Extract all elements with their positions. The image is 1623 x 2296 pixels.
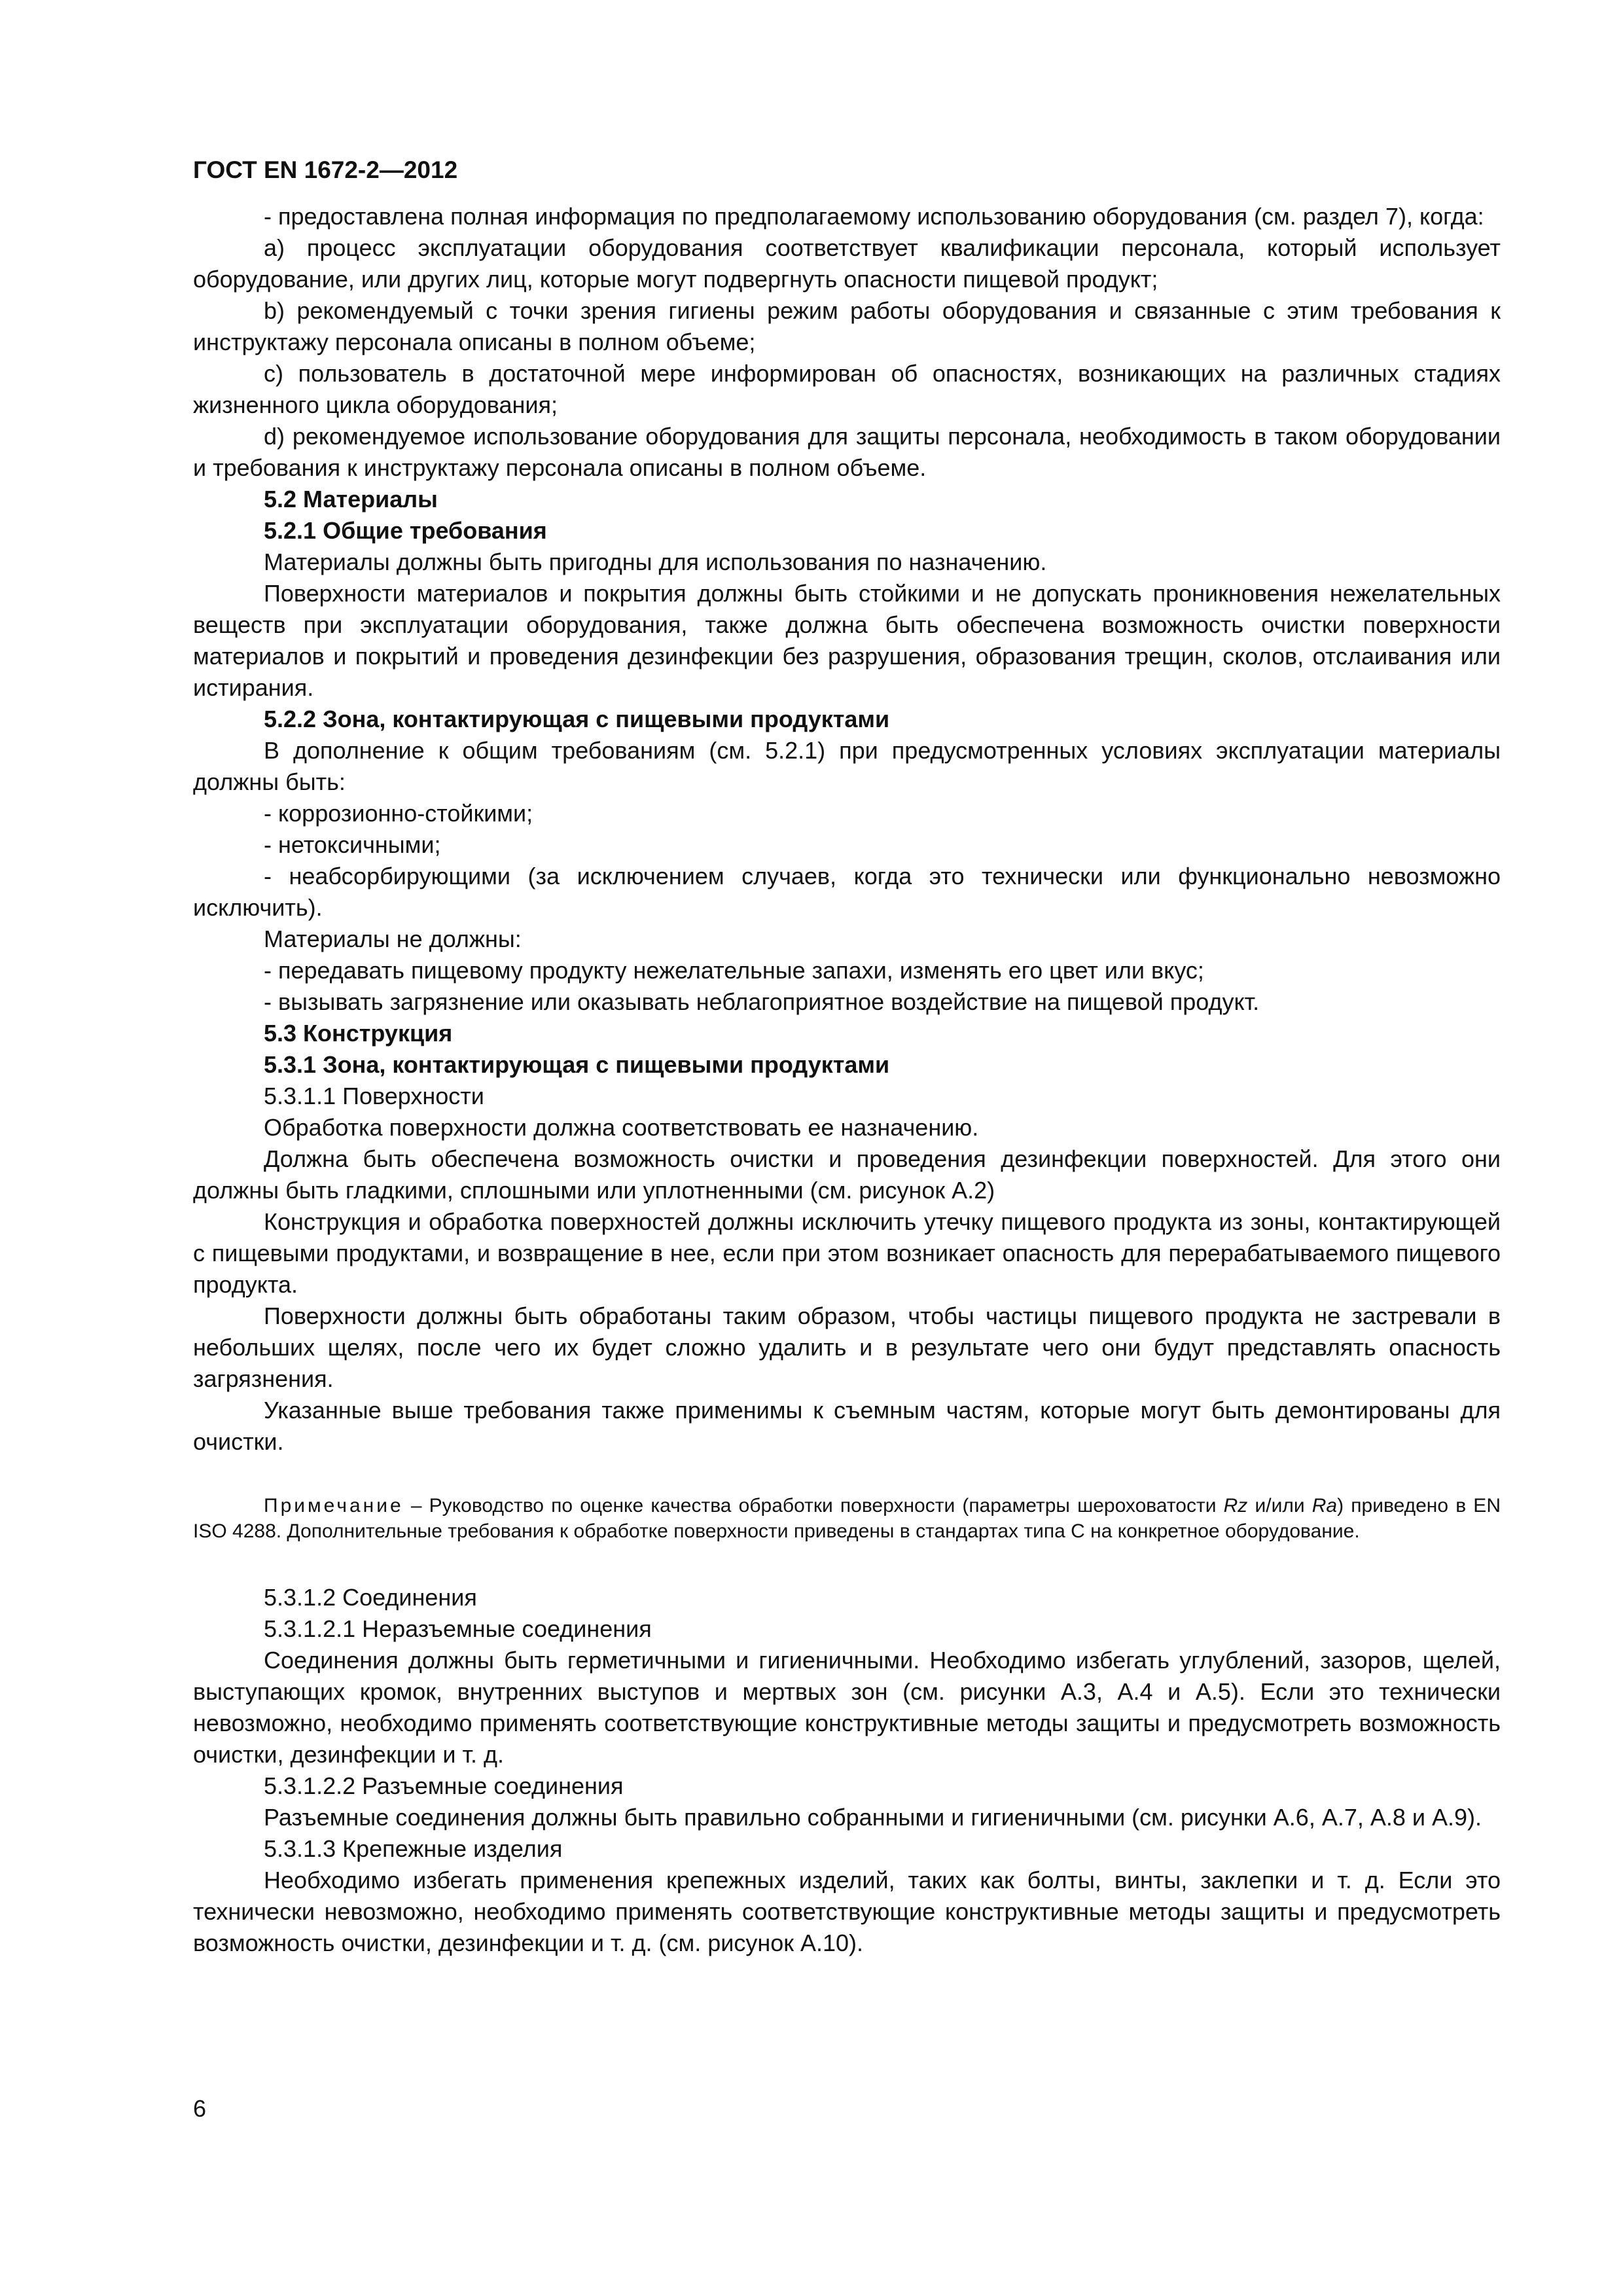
note-symbol-rz: Rz xyxy=(1223,1495,1248,1516)
list-item: - передавать пищевому продукту нежелательные запахи, изменять его цвет или вкус; xyxy=(264,957,1204,984)
section-heading-5-3-1: 5.3.1 Зона, контактирующая с пищевыми продуктами xyxy=(264,1051,890,1078)
subsection-heading: 5.3.1.3 Крепежные изделия xyxy=(264,1835,563,1862)
paragraph: Необходимо избегать применения крепежных изделий, таких как болты, винты, заклепки и т. д. Если это технически невозможно, необходимо применять соответствующие конструктивные методы защиты и предусмотреть возможность очистки, дезинфекции и т. д. (см. рисунок А.10). xyxy=(193,1867,1501,1956)
subsection-heading: 5.3.1.2 Соединения xyxy=(264,1584,477,1611)
note-text: – Руководство по оценке качества обработки поверхности (параметры шероховатости xyxy=(403,1495,1224,1516)
subsection-heading: 5.3.1.2.1 Неразъемные соединения xyxy=(264,1615,652,1642)
paragraph: Материалы должны быть пригодны для использования по назначению. xyxy=(264,548,1047,575)
note-paragraph xyxy=(193,1493,1501,1544)
document-body xyxy=(193,201,1501,1959)
section-heading-5-2-2: 5.2.2 Зона, контактирующая с пищевыми продуктами xyxy=(264,706,890,732)
paragraph: c) пользователь в достаточной мере информирован об опасностях, возникающих на различных стадиях жизненного цикла оборудования; xyxy=(193,360,1501,418)
list-item: - коррозионно-стойкими; xyxy=(264,800,533,827)
document-code-header: ГОСТ EN 1672-2—2012 xyxy=(193,156,458,183)
section-heading-5-2: 5.2 Материалы xyxy=(264,486,438,512)
paragraph: Указанные выше требования также применимы к съемным частям, которые могут быть демонтированы для очистки. xyxy=(193,1397,1501,1455)
note-label: Примечание xyxy=(264,1495,404,1516)
paragraph: Поверхности должны быть обработаны таким образом, чтобы частицы пищевого продукта не застревали в небольших щелях, после чего их будет сложно удалить и в результате чего они будут представлять опасность загрязнения. xyxy=(193,1302,1501,1392)
paragraph: Материалы не должны: xyxy=(264,925,522,952)
note-symbol-ra: Ra xyxy=(1311,1495,1338,1516)
list-item: - вызывать загрязнение или оказывать неблагоприятное воздействие на пищевой продукт. xyxy=(264,988,1260,1015)
subsection-heading: 5.3.1.1 Поверхности xyxy=(264,1083,484,1109)
paragraph: Соединения должны быть герметичными и гигиеничными. Необходимо избегать углублений, зазоров, щелей, выступающих кромок, внутренних выступов и мертвых зон (см. рисунки А.3, А.4 и А.5). Если это технически невозможно, необходимо применять соответствующие конструктивные методы защиты и предусмотреть возможность очистки, дезинфекции и т. д. xyxy=(193,1647,1501,1768)
paragraph: b) рекомендуемый с точки зрения гигиены режим работы оборудования и связанные с этим требования к инструктажу персонала описаны в полном объеме; xyxy=(193,297,1501,355)
paragraph: Должна быть обеспечена возможность очистки и проведения дезинфекции поверхностей. Для этого они должны быть гладкими, сплошными или уплотненными (см. рисунок А.2) xyxy=(193,1145,1501,1204)
paragraph: d) рекомендуемое использование оборудования для защиты персонала, необходимость в таком оборудовании и требования к инструктажу персонала описаны в полном объеме. xyxy=(193,423,1501,481)
paragraph: Разъемные соединения должны быть правильно собранными и гигиеничными (см. рисунки А.6, А.7, А.8 и А.9). xyxy=(264,1804,1482,1831)
note-text: и/или xyxy=(1247,1495,1312,1516)
section-heading-5-3: 5.3 Конструкция xyxy=(264,1020,453,1047)
list-item: - нетоксичными; xyxy=(264,831,441,858)
paragraph: - предоставлена полная информация по предполагаемому использованию оборудования (см. раздел 7), когда: xyxy=(264,203,1484,230)
section-heading-5-2-1: 5.2.1 Общие требования xyxy=(264,517,547,544)
page-number: 6 xyxy=(193,2095,207,2122)
paragraph: a) процесс эксплуатации оборудования соответствует квалификации персонала, который использует оборудование, или других лиц, которые могут подвергнуть опасности пищевой продукт; xyxy=(193,234,1501,293)
subsection-heading: 5.3.1.2.2 Разъемные соединения xyxy=(264,1772,624,1799)
list-item: - неабсорбирующими (за исключением случаев, когда это технически или функционально невозможно исключить). xyxy=(193,863,1501,921)
paragraph: Обработка поверхности должна соответствовать ее назначению. xyxy=(264,1114,979,1141)
paragraph: Поверхности материалов и покрытия должны быть стойкими и не допускать проникновения нежелательных веществ при эксплуатации оборудования, также должна быть обеспечена возможность очистки поверхности материалов и покрытий и проведения дезинфекции без разрушения, образования трещин, сколов, отслаивания или истирания. xyxy=(193,580,1501,701)
paragraph: В дополнение к общим требованиям (см. 5.2.1) при предусмотренных условиях эксплуатации материалы должны быть: xyxy=(193,737,1501,795)
paragraph: Конструкция и обработка поверхностей должны исключить утечку пищевого продукта из зоны, контактирующей с пищевыми продуктами, и возвращение в нее, если при этом возникает опасность для перерабатываемого пищевого продукта. xyxy=(193,1208,1501,1298)
note-text: ) приведено в EN ISO 4288. Дополнительные требования к обработке поверхности приведены в стандартах типа С на конкретное оборудование. xyxy=(193,1495,1501,1542)
